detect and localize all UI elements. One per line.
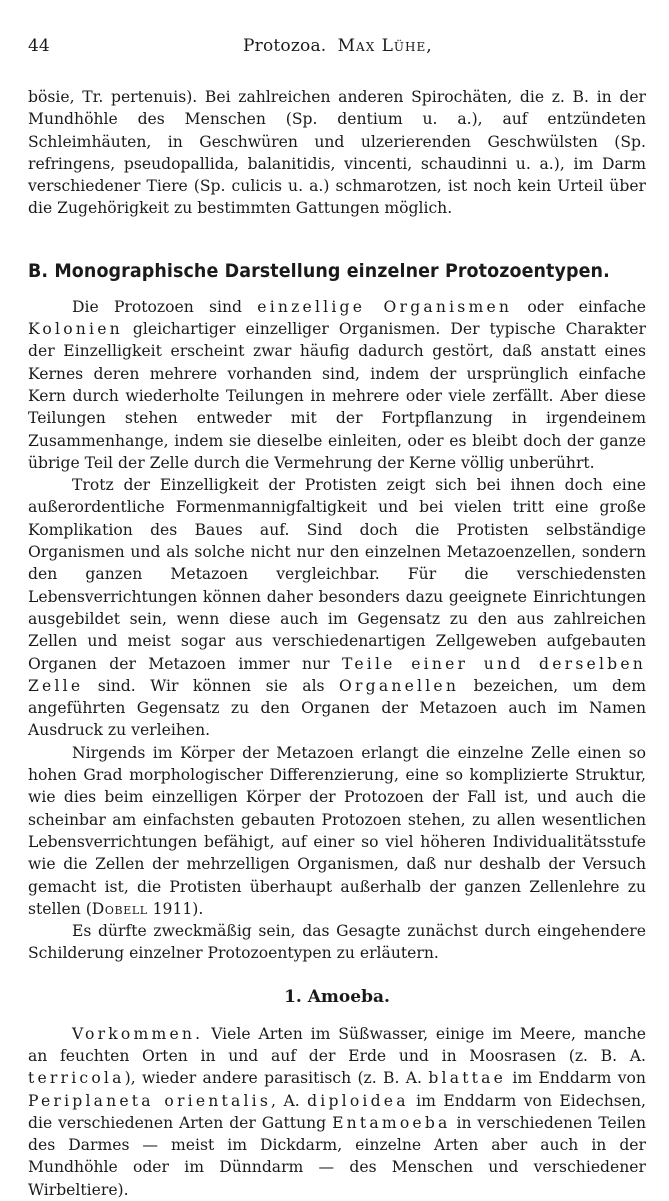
spaced-term: Vorkommen. (72, 1024, 204, 1043)
book-page (28, 36, 646, 1201)
species-name: blattae (428, 1069, 507, 1088)
text-run: Nirgends im Körper der Metazoen erlangt die einzelne Zelle einen so hohen Grad morphologischer Differenzierung, eine so komplizierte Struktur, wie dies beim einzelligen Körper der Protozoen der Fall ist, und auch die scheinbar am einfachsten gebauten Protozoen stehen, zu allen wesentlichen Lebensverrichtungen befähigt, auf einer so viel höheren Individualitätsstufe wie die Zellen der mehrzelligen Organismen, daß nur deshalb der Versuch gemacht ist, die Protisten überhaupt außerhalb der ganzen Zellenlehre zu stellen ( (28, 743, 646, 918)
paragraph-organellen (28, 474, 646, 742)
genus-name: Entamoeba (332, 1113, 451, 1132)
text-run: Viele Arten im Süßwasser, einige im Meere, manche an feuchten Orten in und auf der Erde und in Moosrasen (z. B. A. (28, 1024, 646, 1065)
paragraph-transition: Es dürfte zweckmäßig sein, das Gesagte zunächst durch eingehendere Schilderung einzelner Protozoentypen zu erläutern. (28, 922, 646, 963)
species-name: Periplaneta orientalis (28, 1091, 272, 1110)
paragraph-protozoa-definition (28, 296, 646, 474)
spaced-term: Kolonien (28, 320, 123, 339)
text-run: ), wieder andere parasitisch (z. B. A. (124, 1069, 429, 1088)
subsection-heading: 1. Amoeba. (284, 986, 390, 1007)
page-number: 44 (28, 36, 50, 56)
author-name: Max Lühe, (337, 36, 433, 56)
text-run: bezeichen, um dem angeführten Gegensatz zu den Organen der Metazoen auch im Namen Ausdruck zu verleihen. (28, 676, 647, 740)
intro-paragraph: bösie, Tr. pertenuis). Bei zahlreichen anderen Spirochäten, die z. B. in der Mundhöhle des Menschen (Sp. dentium u. a.), auf entzündeten Schleimhäuten, in Geschwüren und ulzerierenden Geschwülsten (Sp. refringens, pseudopallida, balanitidis, vincenti, schaudinni u. a.), im Darm verschiedener Tiere (Sp. culicis u. a.) schmarotzen, ist noch kein Urteil über die Zugehörigkeit zu bestimmten Gattungen möglich. (28, 88, 646, 218)
spaced-term: Organellen (339, 676, 460, 695)
section-heading: B. Monographische Darstellung einzelner Protozoentypen. (28, 259, 610, 282)
text-run: in verschiedenen Teilen des Darmes — meist im Dickdarm, einzelne Arten aber auch in der Mundhöhle oder im Dünndarm — des Menschen und verschiedener Wirbeltiere). (28, 1113, 646, 1199)
page-header (28, 36, 646, 64)
text-run: , A. (271, 1091, 308, 1110)
running-head (243, 36, 433, 56)
text-run: oder einfache (512, 297, 646, 316)
text-run: Trotz der Einzelligkeit der Protisten zeigt sich bei ihnen doch eine außerordentliche Formenmannigfaltigkeit und bei vielen tritt eine große Komplikation des Baues auf. Sind doch die Protisten selbständige Organismen und als solche nicht nur den einzelnen Metazoenzellen, sondern den ganzen Metazoen vergleichbar. Für die verschiedensten Lebensverrichtungen können daher besonders dazu geeignete Einrichtungen ausgebildet sein, wenn diese auch im Gegensatz zu den aus zahlreichen Zellen und meist sogar aus verschiedenartigen Zellgeweben aufgebauten Organen der Metazoen immer nur (28, 476, 646, 673)
cited-author: Dobell (91, 899, 148, 918)
running-title: Protozoa. (243, 36, 327, 56)
text-run: gleichartiger einzelliger Organismen. Der typische Charakter der Einzelligkeit erscheint zwar häufig dadurch gestört, daß anstatt eines Kernes deren mehrere vorhanden sind, indem der ursprünglich einfache Kern durch wiederholte Teilungen in mehrere oder viele zerfällt. Aber diese Teilungen stehen entweder mit der Fortpflanzung in irgendeinem Zusammenhange, indem sie dieselbe einleiten, oder es bleibt doch der ganze übrige Teil der Zelle durch die Vermehrung der Kerne völlig unberührt. (28, 320, 646, 472)
text-run: im Enddarm von (506, 1069, 646, 1088)
text-run: im Enddarm von Eidechsen, die verschiedenen Arten der Gattung (28, 1091, 647, 1132)
species-name: terricola (28, 1069, 125, 1088)
text-run: Die Protozoen sind (72, 297, 258, 316)
spaced-term: Teile einer und derselben Zelle (28, 654, 646, 695)
species-name: diploidea (307, 1091, 409, 1110)
paragraph-differentiation (28, 742, 646, 920)
text-run: 1911). (147, 899, 204, 918)
spaced-term: einzellige Organismen (257, 297, 513, 316)
paragraph-vorkommen (28, 1023, 646, 1201)
text-run: sind. Wir können sie als (83, 676, 340, 695)
